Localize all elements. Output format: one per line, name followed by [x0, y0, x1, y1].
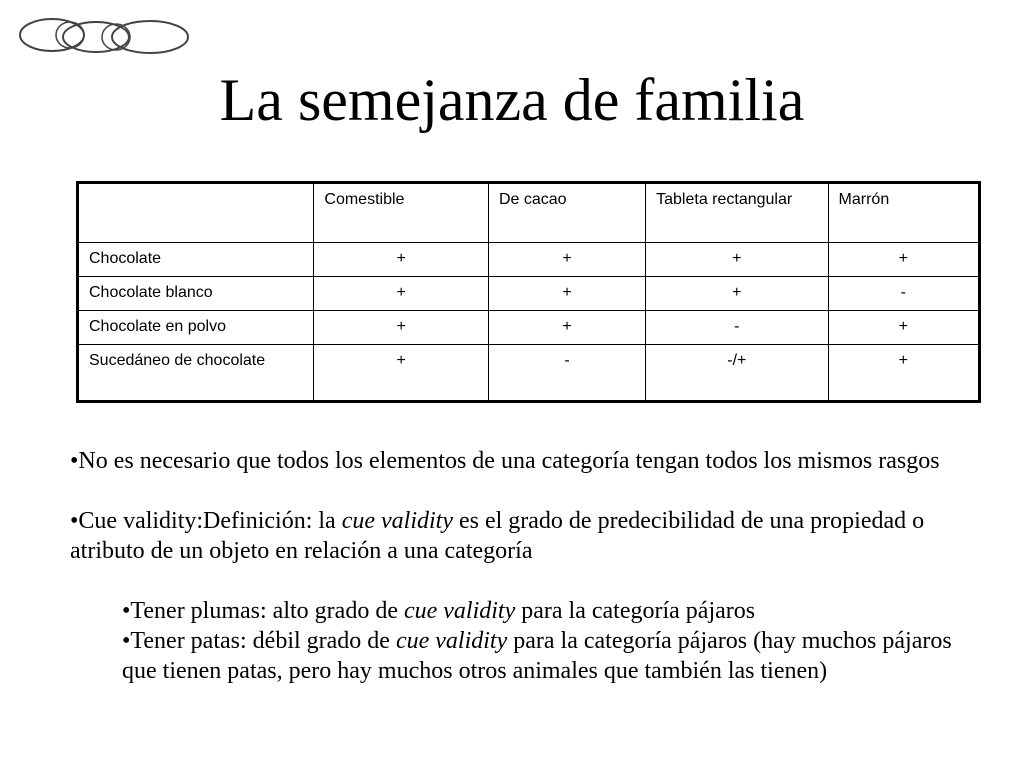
sub-bullet-text-post: para la categoría pájaros (hay muchos pájaros que tienen patas, pero hay muchos otros animales que también las tienen)	[122, 628, 952, 684]
table-cell: -	[488, 345, 645, 402]
table-cell: +	[828, 345, 979, 402]
header-cell-empty	[78, 183, 314, 243]
table-cell: +	[314, 277, 489, 311]
sub-bullet-patas	[70, 626, 970, 686]
sub-bullet-emphasis: cue validity	[395, 628, 508, 654]
header-cell-comestible: Comestible	[314, 183, 489, 243]
sub-bullet-text-pre: •Tener plumas: alto grado de	[122, 598, 404, 624]
table-cell: -	[828, 277, 979, 311]
slide-body	[70, 446, 970, 686]
table-cell: +	[314, 243, 489, 277]
bullet-family-resemblance	[70, 446, 970, 476]
table-cell: +	[646, 277, 828, 311]
table-cell: +	[314, 311, 489, 345]
table-header-row	[78, 183, 980, 243]
sub-bullet-emphasis: cue validity	[403, 598, 516, 624]
table-cell: +	[828, 243, 979, 277]
table-cell: +	[488, 277, 645, 311]
table-row	[78, 243, 980, 277]
table-cell: -/+	[646, 345, 828, 402]
table-cell: +	[646, 243, 828, 277]
bullet-emphasis: cue validity	[341, 508, 453, 534]
logo-oval-1	[20, 19, 84, 51]
bullet-text-post: es el grado de predecibilidad de una propiedad o atributo de un objeto en relación a una categoría	[70, 508, 925, 564]
row-label: Chocolate	[78, 243, 314, 277]
row-label: Sucedáneo de chocolate	[78, 345, 314, 402]
row-label: Chocolate blanco	[78, 277, 314, 311]
table-row	[78, 277, 980, 311]
header-cell-marron: Marrón	[828, 183, 979, 243]
row-label: Chocolate en polvo	[78, 311, 314, 345]
table-cell: +	[488, 243, 645, 277]
table-cell: +	[828, 311, 979, 345]
header-cell-tableta-rectangular: Tableta rectangular	[646, 183, 828, 243]
logo-oval-inner-2	[102, 24, 130, 50]
table-row	[78, 345, 980, 402]
bullet-cue-validity-definition	[70, 506, 970, 566]
sub-bullet-text-post: para la categoría pájaros	[515, 598, 756, 624]
overlapping-ovals-logo	[10, 16, 194, 56]
sub-bullet-plumas	[70, 596, 970, 626]
bullet-text-pre: •Cue validity:Definición: la	[70, 508, 342, 534]
table-cell: +	[314, 345, 489, 402]
slide-title: La semejanza de familia	[219, 67, 805, 133]
bullet-text: •No es necesario que todos los elementos de una categoría tengan todos los mismos rasgos	[70, 448, 940, 474]
table-cell: -	[646, 311, 828, 345]
table-row	[78, 311, 980, 345]
table-cell: +	[488, 311, 645, 345]
family-resemblance-table	[76, 181, 981, 403]
sub-bullet-text-pre: •Tener patas: débil grado de	[122, 628, 396, 654]
header-cell-de-cacao: De cacao	[488, 183, 645, 243]
logo-oval-inner-1	[56, 22, 84, 48]
